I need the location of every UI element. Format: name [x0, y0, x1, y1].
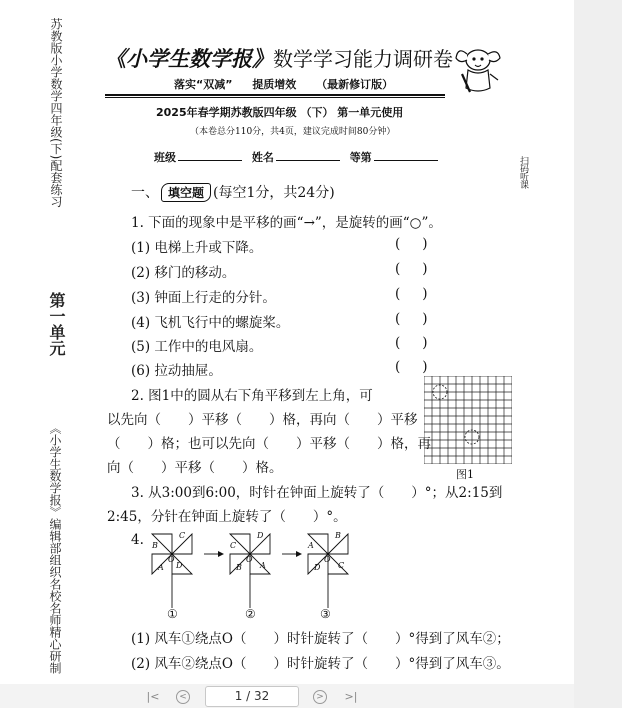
section-number: 一、	[131, 185, 159, 201]
question-1-item-5: (5) 工作中的电风扇。	[131, 339, 263, 355]
question-1-item-3: (3) 钟面上行走的分针。	[131, 290, 276, 306]
svg-text:C: C	[230, 541, 237, 550]
paper-title	[105, 43, 453, 73]
side-publisher-note: 《小学生数学报》编辑部组织名校名师精心研制	[48, 422, 62, 674]
question-3-line-2: 2:45，分针在钟面上旋转了（ ）°。	[107, 509, 347, 525]
answer-paren-6[interactable]: ( )	[395, 359, 428, 375]
mascot-dog-icon	[448, 44, 506, 96]
edition-line: 2025年春学期苏教版四年级 （下） 第一单元使用	[156, 106, 404, 119]
name-label: 姓名	[251, 151, 274, 164]
svg-text:O: O	[324, 555, 331, 564]
svg-text:C: C	[338, 561, 345, 570]
question-3-line-1: 3. 从3:00到6:00，时针在钟面上旋转了（ ）°；从2:15到	[131, 485, 503, 501]
svg-text:D: D	[176, 561, 183, 570]
svg-text:D: D	[257, 531, 264, 540]
svg-text:B: B	[152, 541, 158, 550]
name-field[interactable]	[276, 160, 340, 161]
class-label: 班级	[154, 151, 176, 164]
pinwheel-2	[230, 531, 270, 608]
first-page-icon[interactable]: |<	[146, 690, 160, 703]
question-1-stem: 1. 下面的现象中是平移的画“→”，是旋转的画“○”。	[131, 215, 442, 231]
figure-1-caption: 图1	[456, 468, 474, 481]
class-field[interactable]	[178, 160, 242, 161]
section-heading	[131, 182, 335, 202]
question-2-line-1: 2. 图1中的圆从右下角平移到左上角，可	[131, 388, 373, 404]
score-note: （本卷总分110分，共4页，建议完成时间80分钟）	[190, 127, 396, 137]
scan-code-label: 扫码听课	[518, 156, 528, 188]
svg-text:B: B	[236, 563, 242, 572]
arrow-right-icon	[218, 551, 224, 557]
question-2-line-4: 向（ ）平移（ ）格。	[107, 460, 283, 476]
svg-text:O: O	[246, 555, 253, 564]
tagline-3: （最新修订版）	[316, 78, 394, 91]
pinwheel-label-3: ③	[320, 607, 331, 621]
svg-text:A: A	[260, 561, 266, 570]
page-number-input[interactable]: 1 / 32	[205, 686, 299, 707]
question-2-line-3: （ ）格；也可以先向（ ）平移（ ）格，再	[107, 436, 431, 452]
question-1-item-6: (6) 拉动抽屉。	[131, 363, 222, 379]
answer-paren-5[interactable]: ( )	[395, 335, 428, 351]
header-rule	[105, 94, 445, 96]
question-4-line-2: (2) 风车②绕点O（ ）时针旋转了（ ）°得到了风车③。	[131, 656, 510, 672]
paper-title-text: 数学学习能力调研卷	[273, 47, 453, 71]
svg-text:A: A	[308, 541, 314, 550]
answer-paren-3[interactable]: ( )	[395, 286, 428, 302]
svg-text:C: C	[179, 531, 186, 540]
answer-paren-2[interactable]: ( )	[395, 261, 428, 277]
svg-text:B: B	[335, 531, 341, 540]
pinwheel-label-1: ①	[167, 607, 178, 621]
svg-text:O: O	[168, 555, 175, 564]
side-series-title: 苏教版小学数学四年级(下)配套练习	[49, 18, 63, 208]
pinwheel-1	[151, 531, 192, 608]
header-rule-thin	[105, 97, 445, 98]
arrow-right-icon-2	[296, 551, 302, 557]
next-page-icon[interactable]: >	[313, 690, 327, 704]
page-navigation-toolbar	[0, 684, 574, 708]
last-page-icon[interactable]: >|	[344, 690, 358, 703]
previous-page-icon[interactable]: <	[176, 690, 190, 704]
newspaper-brand: 《小学生数学报》	[105, 46, 273, 71]
question-1-item-2: (2) 移门的移动。	[131, 265, 236, 281]
pinwheel-figures	[146, 528, 366, 620]
grade-label: 等第	[349, 151, 372, 164]
tagline-1: 落实“双减”	[174, 78, 233, 91]
question-2-line-2: 以先向（ ）平移（ ）格，再向（ ）平移	[107, 412, 418, 428]
tagline-2: 提质增效	[252, 78, 297, 91]
viewer-gutter	[574, 0, 622, 708]
pinwheel-label-2: ②	[245, 607, 256, 621]
student-info-fields	[154, 149, 444, 165]
question-4-line-1: (1) 风车①绕点O（ ）时针旋转了（ ）°得到了风车②；	[131, 631, 510, 647]
side-unit-title: 第一单元	[47, 292, 66, 356]
question-1-item-1: (1) 电梯上升或下降。	[131, 240, 263, 256]
grade-field[interactable]	[374, 160, 438, 161]
pinwheel-3	[307, 531, 348, 608]
header-tagline	[174, 76, 409, 92]
figure-1-grid	[424, 376, 512, 464]
question-4-number: 4.	[131, 532, 144, 548]
svg-text:D: D	[314, 563, 321, 572]
svg-text:A: A	[158, 563, 164, 572]
answer-paren-1[interactable]: ( )	[395, 236, 428, 252]
question-1-item-4: (4) 飞机飞行中的螺旋桨。	[131, 315, 290, 331]
answer-paren-4[interactable]: ( )	[395, 311, 428, 327]
section-badge: 填空题	[161, 183, 211, 202]
section-points: (每空1分，共24分)	[213, 185, 335, 201]
